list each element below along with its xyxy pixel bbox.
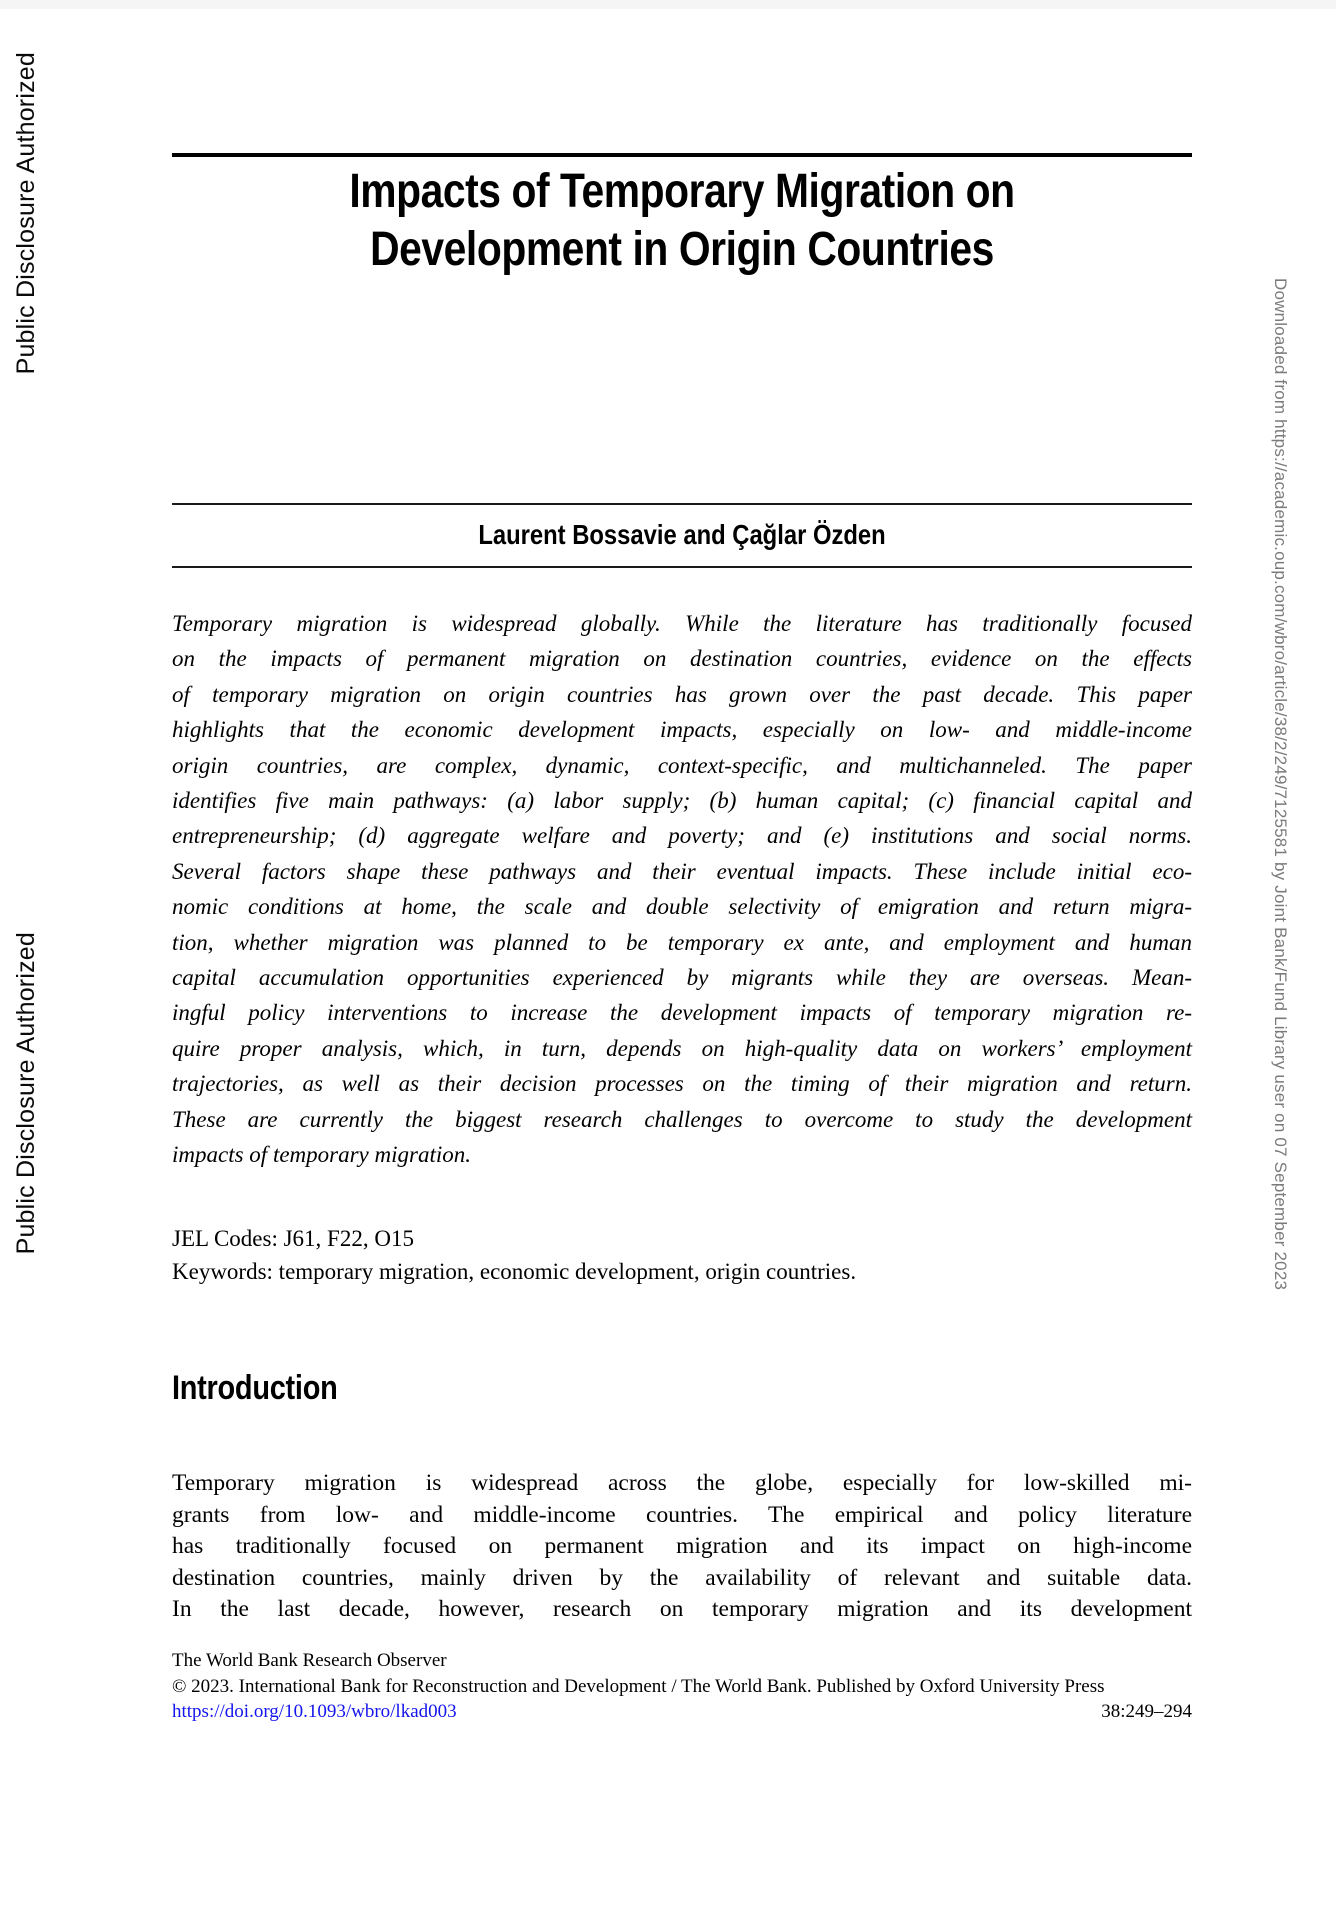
article-title-line: Development in Origin Countries xyxy=(370,223,994,276)
author-rule-bottom xyxy=(172,566,1192,568)
abstract-text xyxy=(172,606,1192,1173)
abstract-line: capital accumulation opportunities experienced by migrants while they are overseas. Mean- xyxy=(172,965,1192,991)
public-disclosure-watermark-top: Public Disclosure Authorized xyxy=(12,52,40,375)
abstract-line: quire proper analysis, which, in turn, depends on high-quality data on workers’ employment xyxy=(172,1035,1192,1061)
abstract-line: ingful policy interventions to increase the development impacts of temporary migration re- xyxy=(172,1000,1192,1026)
article-meta xyxy=(172,1222,1192,1288)
abstract-line: These are currently the biggest research challenges to overcome to study the development xyxy=(172,1106,1192,1132)
jel-codes: JEL Codes: J61, F22, O15 xyxy=(172,1226,414,1251)
introduction-line: destination countries, mainly driven by the availability of relevant and suitable data. xyxy=(172,1564,1192,1591)
copyright-line: © 2023. International Bank for Reconstruction and Development / The World Bank. Published by Oxford University Press xyxy=(172,1675,1105,1697)
article-page xyxy=(172,0,1192,1918)
journal-name: The World Bank Research Observer xyxy=(172,1650,447,1671)
article-authors: Laurent Bossavie and Çağlar Özden xyxy=(478,519,886,550)
abstract-line: highlights that the economic development impacts, especially on low- and middle-income xyxy=(172,717,1192,743)
abstract-line: impacts of temporary migration. xyxy=(172,1142,471,1168)
public-disclosure-watermark-bottom: Public Disclosure Authorized xyxy=(12,932,40,1255)
introduction-line: In the last decade, however, research on temporary migration and its development xyxy=(172,1596,1192,1623)
section-heading-introduction: Introduction xyxy=(172,1369,338,1407)
download-provenance-text: Downloaded from https://academic.oup.com/wbro/article/38/2/249/7125581 by Joint Bank/Fund Library user on 07 September 2023 xyxy=(1271,278,1290,1291)
volume-pages: 38:249–294 xyxy=(1101,1701,1192,1722)
abstract-line: Temporary migration is widespread globally. While the literature has traditionally focused xyxy=(172,611,1192,636)
doi-link[interactable]: https://doi.org/10.1093/wbro/lkad003 xyxy=(172,1701,457,1722)
article-title xyxy=(249,163,1116,279)
abstract-line: tion, whether migration was planned to be temporary ex ante, and employment and human xyxy=(172,929,1192,955)
footer-last-row xyxy=(172,1699,1192,1725)
abstract-line: Several factors shape these pathways and their eventual impacts. These include initial eco- xyxy=(172,858,1192,884)
keywords-line: Keywords: temporary migration, economic development, origin countries. xyxy=(172,1259,857,1284)
title-top-rule xyxy=(172,153,1192,157)
abstract-line: entrepreneurship; (d) aggregate welfare and poverty; and (e) institutions and social norms. xyxy=(172,823,1192,849)
introduction-paragraph xyxy=(172,1468,1192,1626)
introduction-line: grants from low- and middle-income countries. The empirical and policy literature xyxy=(172,1501,1192,1528)
abstract-line: identifies five main pathways: (a) labor supply; (b) human capital; (c) financial capital and xyxy=(172,788,1192,814)
author-rule-top xyxy=(172,503,1192,505)
abstract-line: origin countries, are complex, dynamic, context-specific, and multichanneled. The paper xyxy=(172,752,1192,778)
page-footer xyxy=(172,1648,1192,1725)
abstract-line: nomic conditions at home, the scale and double selectivity of emigration and return migra- xyxy=(172,894,1192,920)
abstract-line: on the impacts of permanent migration on destination countries, evidence on the effects xyxy=(172,646,1192,672)
introduction-line: has traditionally focused on permanent migration and its impact on high-income xyxy=(172,1533,1192,1560)
abstract-line: of temporary migration on origin countries has grown over the past decade. This paper xyxy=(172,681,1192,707)
abstract-line: trajectories, as well as their decision processes on the timing of their migration and return. xyxy=(172,1071,1192,1097)
introduction-line: Temporary migration is widespread across the globe, especially for low-skilled mi- xyxy=(172,1470,1192,1496)
article-title-line: Impacts of Temporary Migration on xyxy=(349,165,1015,218)
